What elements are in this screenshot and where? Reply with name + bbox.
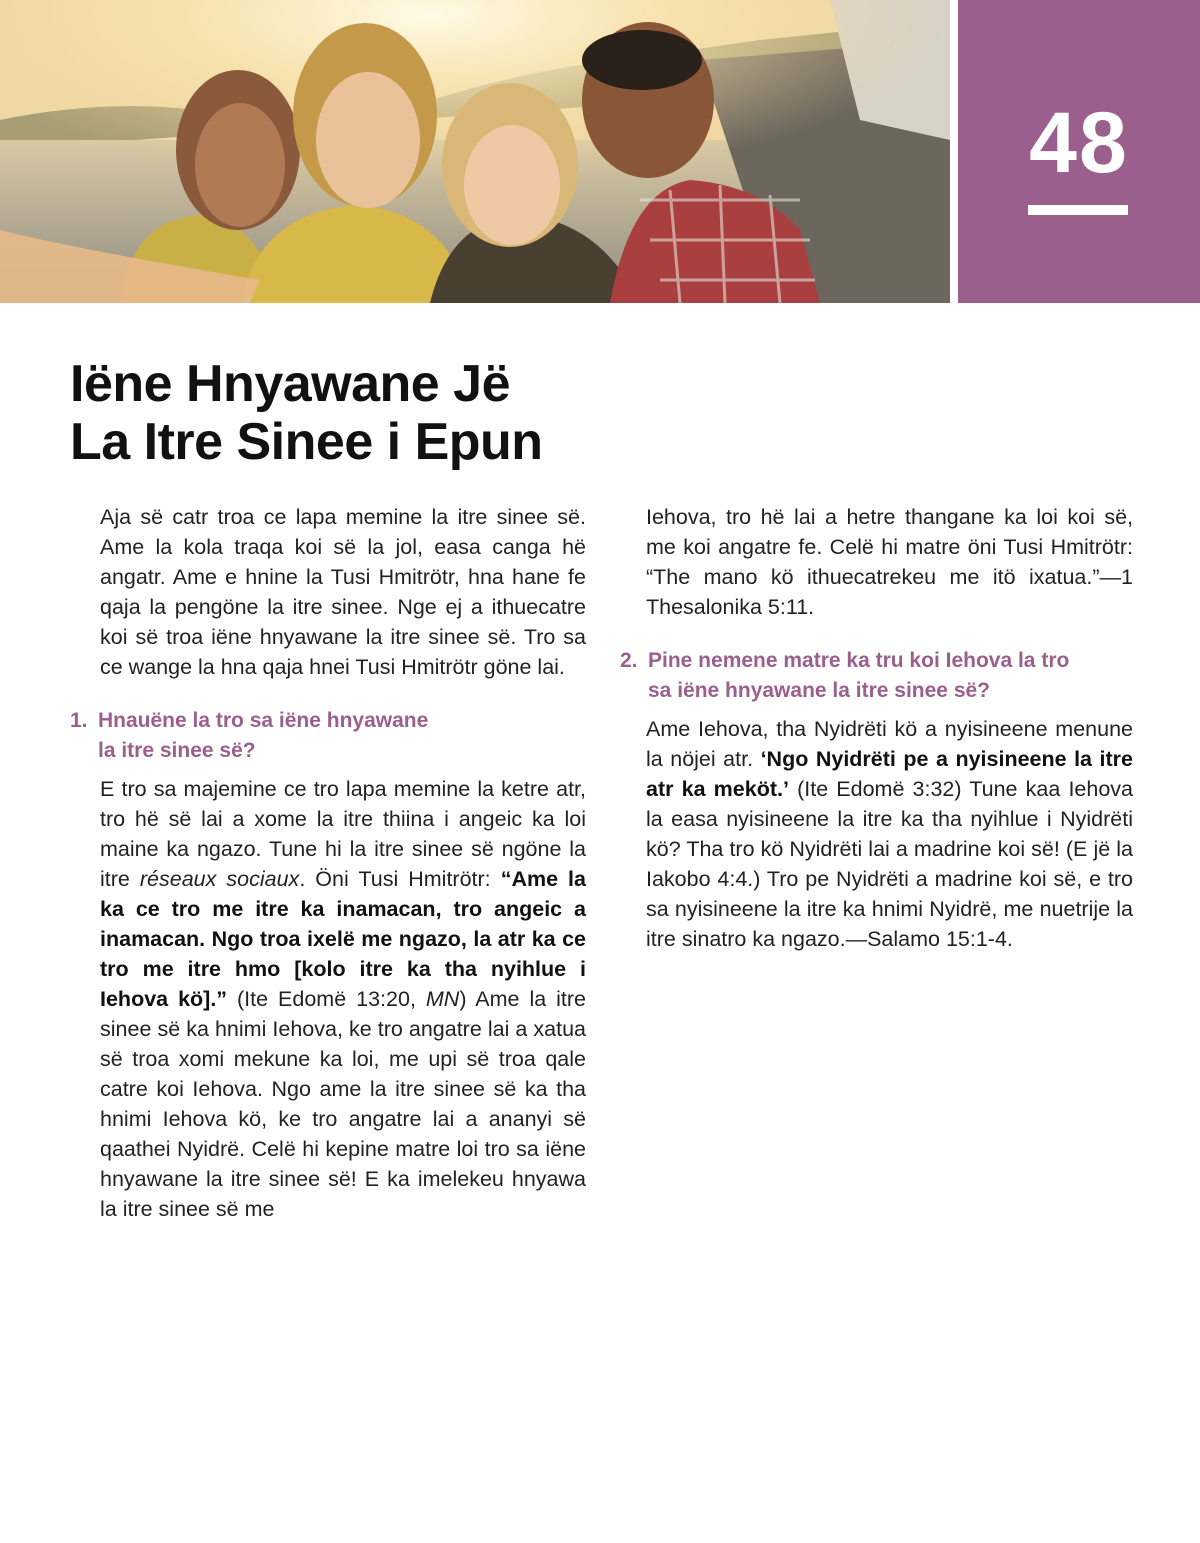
question-1-line-1: Hnauëne la tro sa iëne hnyawane bbox=[98, 709, 429, 732]
right-column bbox=[620, 502, 1133, 954]
section-1-italic-term: réseaux sociaux bbox=[139, 867, 300, 891]
section-2-scripture-quote: ‘Ngo Nyidrëti pe a nyisineene la itre atr ka meköt.’ bbox=[646, 747, 1133, 801]
section-1-text-rest: Ame la itre sinee së ka hnimi Iehova, ke tro angatre lai a xatua së troa xomi mekune ka loi, me upi së troa qale catre koi Iehova. Ngo ame la itre sinee së ka tha hnimi Iehova kö, ke tro angatre lai a ananyi së qaathei Nyidrë. Celë hi kepine matre loi tro sa iëne hnyawane la itre sinee së! E ka imelekeu hnyawa la itre sinee së me bbox=[100, 987, 587, 1221]
section-1-reference: (Ite Edomë 13:20, bbox=[227, 987, 426, 1011]
section-1-reference-end: ) bbox=[459, 987, 467, 1011]
section-2-text-rest: (Ite Edomë 3:32) Tune kaa Iehova la easa nyisineene la itre ka tha nyihlue i Nyidrëti kö? Tha tro kö Nyidrëti lai a madrine koi së! (E jë la Iakobo 4:4.) Tro pe Nyidrëti a madrine koi së, e tro sa nyisineene la itre ka hnimi Nyidrë, me nuetrije la itre sinatro ka ngazo.—Salamo 15:1-4. bbox=[646, 777, 1133, 951]
section-1-reference-italic: MN bbox=[425, 987, 460, 1011]
section-2-paragraph bbox=[620, 714, 1133, 954]
header-photo bbox=[0, 0, 950, 303]
intro-paragraph: Aja së catr troa ce lapa memine la itre sinee së. Ame la kola traqa koi së la jol, easa canga hë angatr. Ame e hnine la Tusi Hmitrötr, hna hane fe qaja la pengöne la itre sinee. Nge ej a ithuecatre koi së troa iëne hnyawane la itre sinee së. Tro sa ce wange la hna qaja hnei Tusi Hmitrötr göne lai. bbox=[100, 505, 586, 679]
chapter-rule bbox=[1028, 205, 1128, 215]
title-line-1: Iëne Hnyawane Jë bbox=[70, 355, 510, 413]
question-1-line-2: la itre sinee së? bbox=[98, 739, 256, 762]
question-2-line-2: sa iëne hnyawane la itre sinee së? bbox=[648, 679, 990, 702]
section-1-text-b: . Öni Tusi Hmitrötr: bbox=[299, 867, 501, 891]
question-2-line-1: Pine nemene matre ka tru koi Iehova la tro bbox=[648, 649, 1070, 672]
chapter-number: 48 bbox=[1029, 95, 1129, 191]
section-1-scripture-quote: “Ame la ka ce tro me itre ka inamacan, tro angeic a inamacan. Ngo troa ixelë me ngazo, la atr ka ce tro me itre hmo [kolo itre ka tha nyihlue i Iehova kö].” bbox=[100, 867, 586, 1011]
section-2-text-a: Ame Iehova, tha Nyidrëti kö a nyisineene menune la nöjei atr. bbox=[646, 717, 1133, 771]
page-title bbox=[70, 355, 543, 471]
question-1 bbox=[70, 706, 586, 766]
question-2-number: 2. bbox=[620, 649, 638, 672]
section-1-text-a: E tro sa majemine ce tro lapa memine la ketre atr, tro hë së lai a xome la itre thiina i angeic ka loi maine ka ngazo. Tune hi la itre sinee së ngöne la itre bbox=[100, 777, 586, 891]
question-1-number: 1. bbox=[70, 709, 88, 732]
group-selfie-photo bbox=[0, 0, 950, 303]
section-1-paragraph bbox=[70, 774, 586, 1224]
chapter-badge bbox=[958, 0, 1200, 303]
question-2 bbox=[620, 646, 1133, 706]
title-line-2: La Itre Sinee i Epun bbox=[70, 413, 543, 471]
left-column bbox=[70, 502, 586, 1224]
section-1-continuation: Iehova, tro hë lai a hetre thangane ka loi koi së, me koi angatre fe. Celë hi matre öni Tusi Hmitrötr: “The mano kö ithuecatrekeu me itö ixatua.”—1 Thesalonika 5:11. bbox=[646, 505, 1133, 619]
